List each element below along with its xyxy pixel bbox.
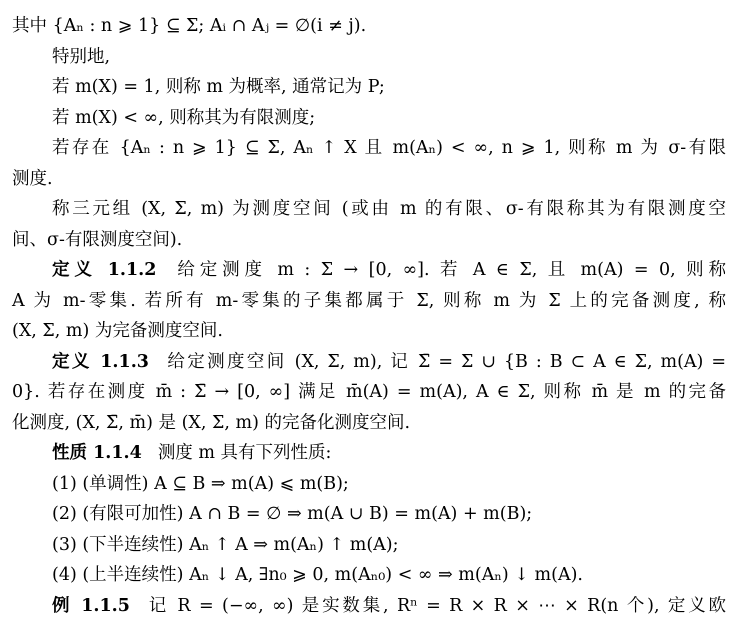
text-line: A 为 m-零集. 若所有 m-零集的子集都属于 Σ, 则称 m 为 Σ 上的完备测度, 称 xyxy=(12,290,726,311)
text-line: 0}. 若存在测度 m̄ : Σ̄ → [0, ∞] 满足 m̄(A) = m(A), A ∈ Σ, 则称 m̄ 是 m 的完备 xyxy=(12,382,726,402)
property-item: (4) (上半连续性) Aₙ ↓ A, ∃n₀ ⩾ 0, m(Aₙ₀) < ∞ ⇒ m(Aₙ) ↓ m(A). xyxy=(52,565,583,585)
property-item: (2) (有限可加性) A ∩ B = ∅ ⇒ m(A ∪ B) = m(A) + m(B); xyxy=(52,504,533,524)
text-line: 特别地, xyxy=(52,46,111,67)
text-span: 记 R = (−∞, ∞) 是实数集, Rⁿ = R × R × ⋯ × R(n 个), 定义欧 xyxy=(145,595,727,616)
text-line: 其中 {Aₙ : n ⩾ 1} ⊆ Σ; Aᵢ ∩ Aⱼ = ∅(i ≠ j). xyxy=(12,16,367,36)
text-line: 化测度, (X, Σ̄, m̄) 是 (X, Σ, m) 的完备化测度空间. xyxy=(12,412,411,433)
text-span: 给定测度 m : Σ → [0, ∞]. 若 A ∈ Σ, 且 m(A) = 0, 则称 xyxy=(172,260,727,280)
text-line: (X, Σ, m) 为完备测度空间. xyxy=(12,321,223,341)
text-line: 测度. xyxy=(12,168,53,189)
example-heading: 例 1.1.5 xyxy=(52,595,130,616)
text-line: 若存在 {Aₙ : n ⩾ 1} ⊆ Σ, Aₙ ↑ X 且 m(Aₙ) < ∞, n ⩾ 1, 则称 m 为 σ-有限 xyxy=(52,138,726,158)
property-line xyxy=(12,438,726,469)
text-line: 间、σ-有限测度空间). xyxy=(12,229,183,250)
definition-heading: 定义 1.1.2 xyxy=(52,260,157,280)
text-line: 若 m(X) = 1, 则称 m 为概率, 通常记为 P; xyxy=(52,77,385,97)
definition-heading: 定义 1.1.3 xyxy=(52,351,149,372)
text-line: 称三元组 (X, Σ, m) 为测度空间 (或由 m 的有限、σ-有限称其为有限测度空 xyxy=(52,199,726,219)
property-item: (3) (下半连续性) Aₙ ↑ A ⇒ m(Aₙ) ↑ m(A); xyxy=(52,534,399,555)
example-line xyxy=(12,591,726,621)
property-item: (1) (单调性) A ⊆ B ⇒ m(A) ⩽ m(B); xyxy=(52,473,349,494)
text-line: 若 m(X) < ∞, 则称其为有限测度; xyxy=(52,107,316,128)
definition-line xyxy=(12,347,726,378)
definition-line xyxy=(12,255,726,286)
property-heading: 性质 1.1.4 xyxy=(52,443,142,463)
text-span: 给定测度空间 (X, Σ, m), 记 Σ̄ = Σ ∪ {B : B ⊂ A ∈ Σ, m(A) = xyxy=(164,351,726,372)
text-span: 测度 m 具有下列性质: xyxy=(157,443,332,463)
